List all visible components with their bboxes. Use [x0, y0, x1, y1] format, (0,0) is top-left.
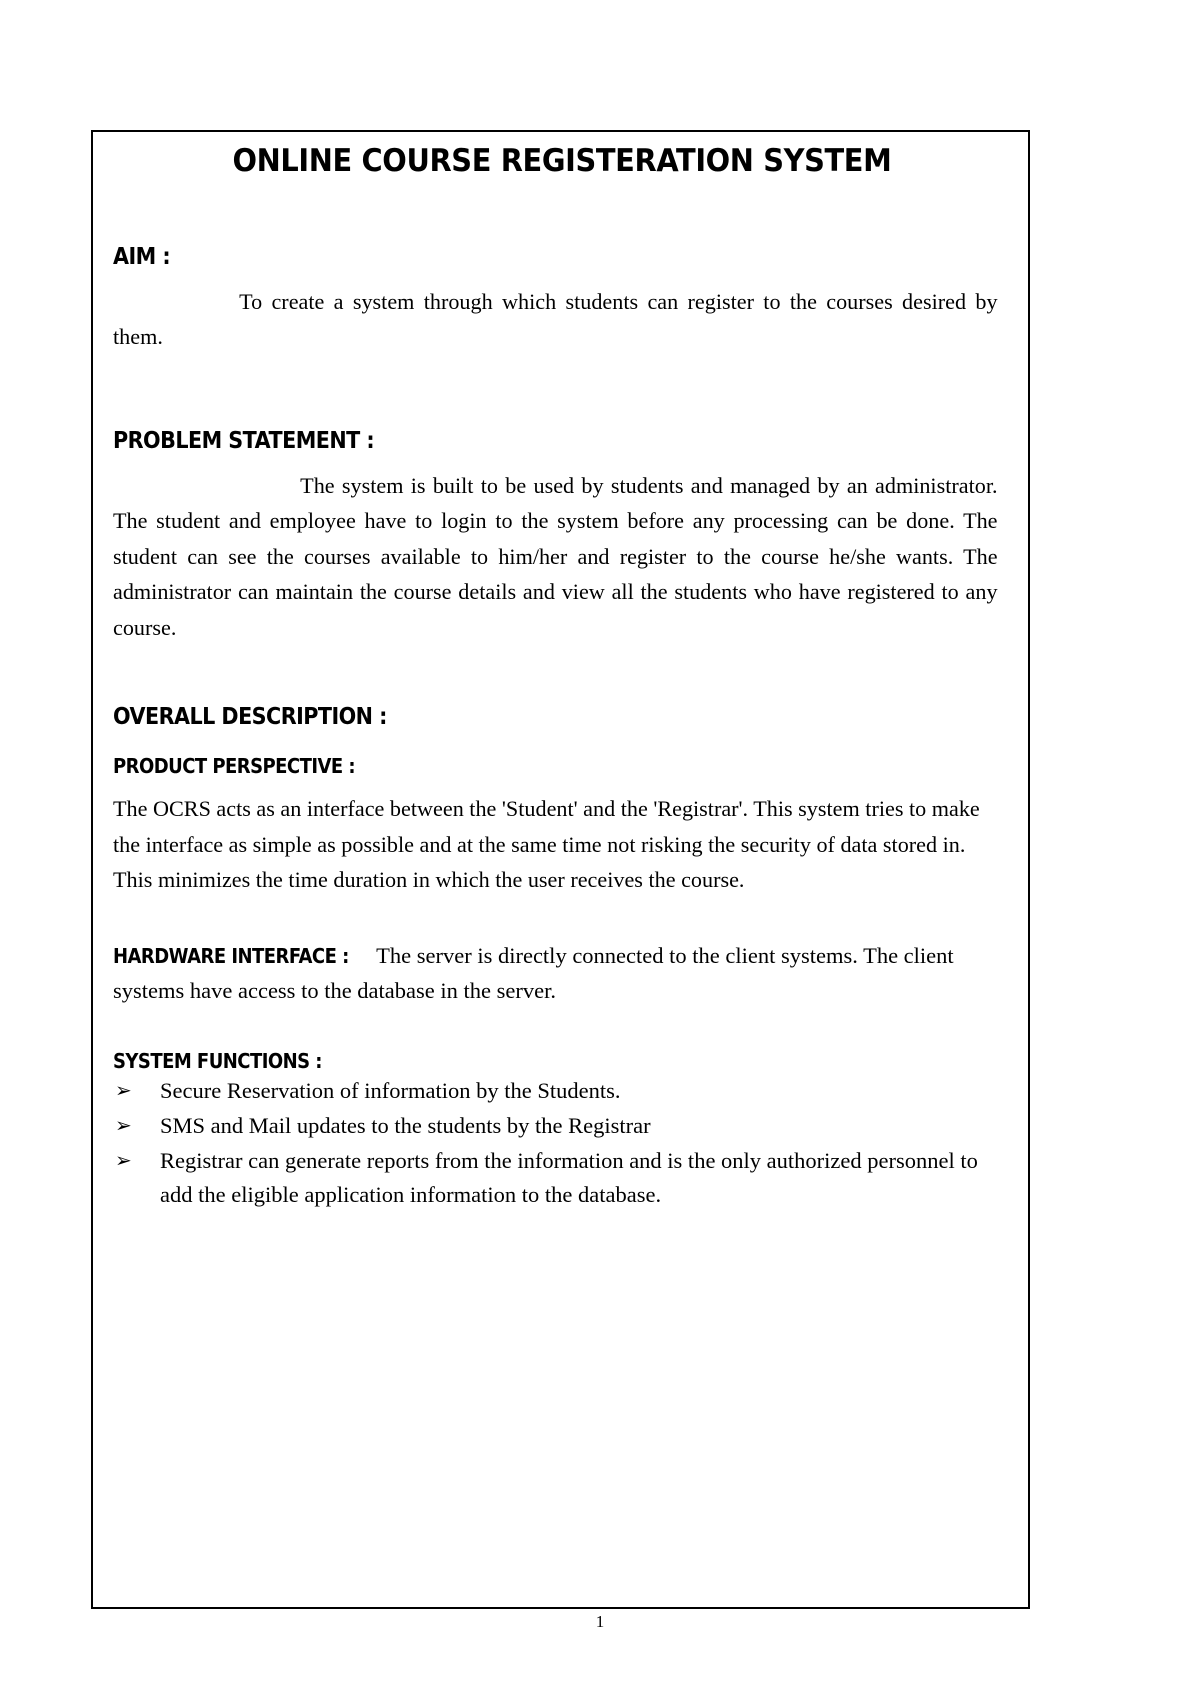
list-item: [113, 1109, 1011, 1144]
spacer: [113, 355, 1011, 427]
section-body-hardware-interface: The server is directly connected to the client systems. The client systems have access to the database in the server.: [113, 942, 954, 1004]
document-content: [113, 143, 1011, 1213]
page-title: ONLINE COURSE REGISTERATION SYSTEM: [232, 143, 892, 179]
spacer: [113, 645, 1011, 703]
section-heading-overall-description: OVERALL DESCRIPTION :: [113, 704, 387, 731]
section-heading-product-perspective: PRODUCT PERSPECTIVE :: [113, 754, 356, 779]
spacer: [113, 898, 1011, 938]
arrow-bullet-icon: ➢: [115, 1112, 132, 1137]
system-functions-list: [113, 1074, 1011, 1214]
section-body-product-perspective: The OCRS acts as an interface between the 'Student' and the 'Registrar'. This system tries to make the interface as simple as possible and at the same time not risking the security of data stored in. This minimizes the time duration in which the user receives the course.: [113, 796, 980, 893]
section-body-aim: [113, 284, 998, 355]
section-body-problem-statement: [113, 468, 998, 646]
spacer: [113, 732, 1011, 754]
list-item: [113, 1144, 1011, 1214]
spacer: [113, 185, 1011, 243]
page-number-footer: 1: [595, 1612, 605, 1631]
spacer: [113, 272, 1011, 284]
section-heading-aim: AIM :: [113, 244, 171, 270]
list-item: [113, 1074, 1011, 1109]
section-heading-system-functions: SYSTEM FUNCTIONS :: [113, 1048, 322, 1073]
spacer: [113, 1009, 1011, 1049]
section-heading-hardware-interface: HARDWARE INTERFACE :: [113, 943, 349, 968]
section-heading-problem-statement: PROBLEM STATEMENT :: [113, 427, 375, 454]
list-item-label: SMS and Mail updates to the students by the Registrar: [160, 1112, 651, 1138]
list-item-label: Secure Reservation of information by the Students.: [160, 1077, 621, 1103]
spacer: [113, 779, 1011, 791]
arrow-bullet-icon: ➢: [115, 1077, 132, 1102]
spacer: [113, 456, 1011, 468]
section-body-problem-statement-text: The system is built to be used by students and managed by an administrator. The student and employee have to login to the system before any processing can be done. The student can see the courses available to him/her and register to the course he/she wants. The administrator can maintain the course details and view all the students who have registered to any course.: [113, 472, 998, 640]
list-item-label: Registrar can generate reports from the information and is the only authorized personnel to add the eligible application information to the database.: [160, 1147, 978, 1208]
arrow-bullet-icon: ➢: [115, 1147, 132, 1172]
section-body-aim-text: To create a system through which students can register to the courses desired by them.: [113, 288, 998, 350]
section-hardware-interface: [113, 938, 1011, 1009]
